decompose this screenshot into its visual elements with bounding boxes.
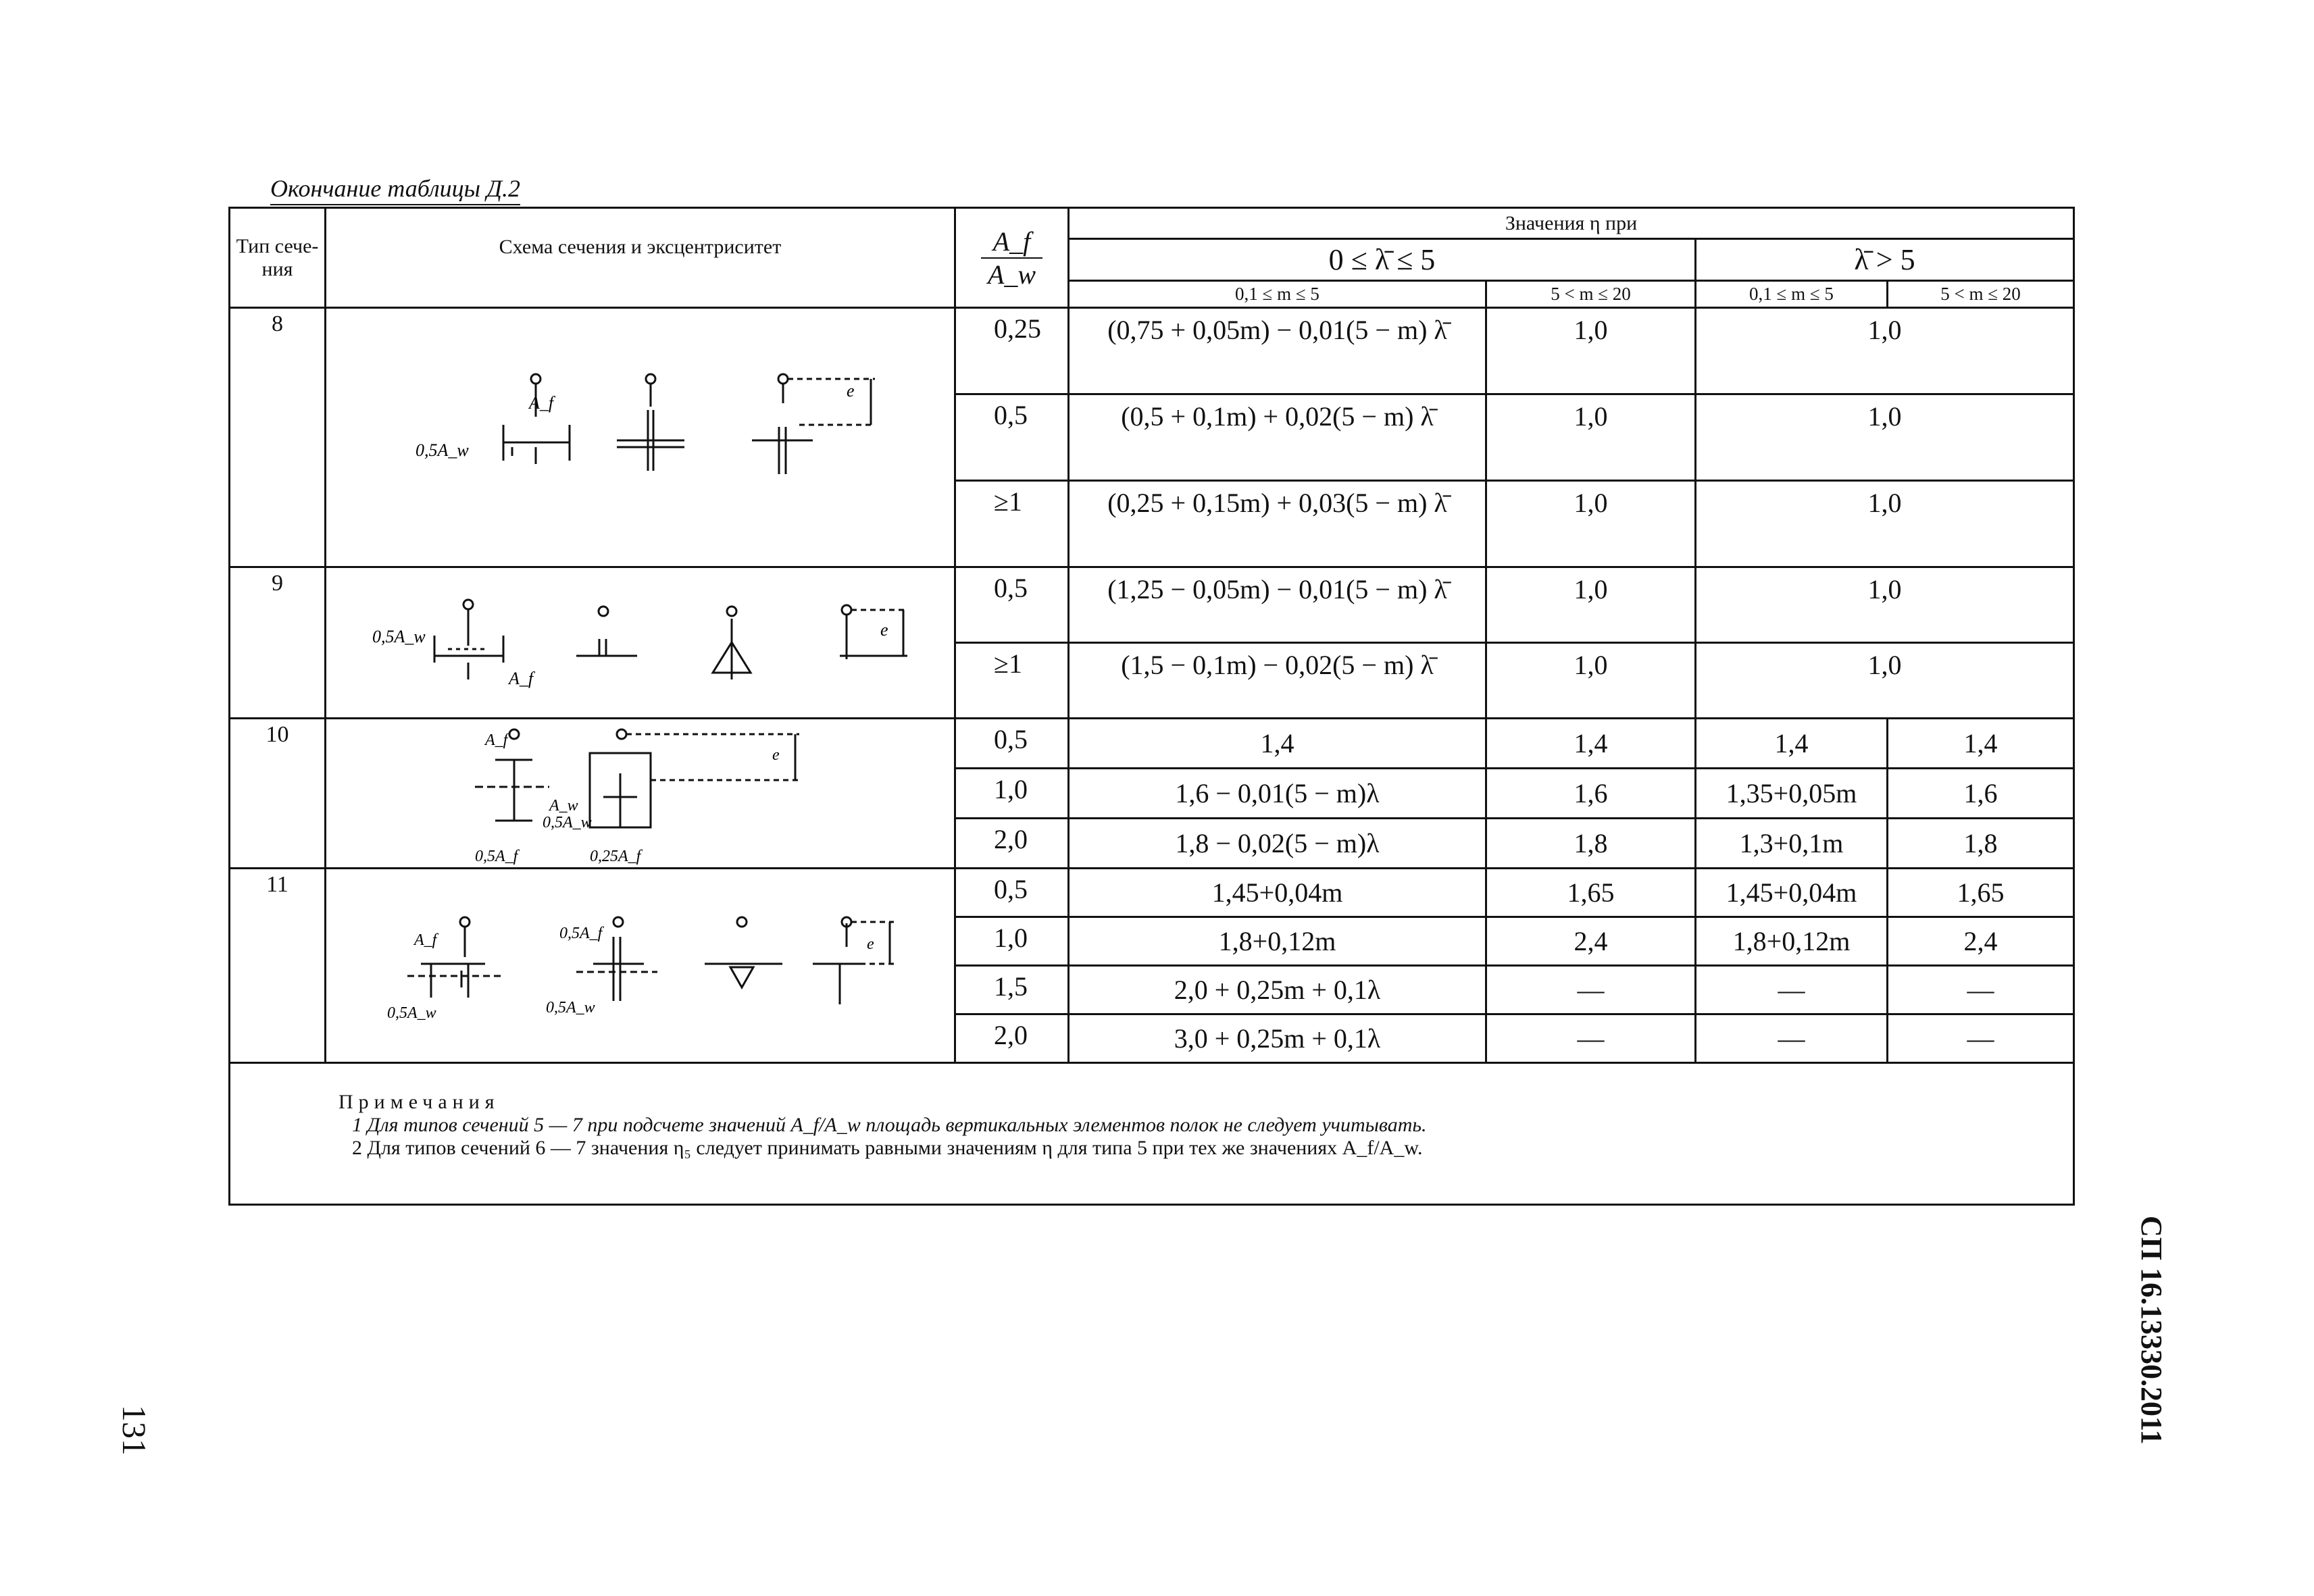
section-diagram-11 bbox=[326, 869, 955, 1064]
eta-table bbox=[228, 207, 2075, 1206]
header-range-a: 0 ≤ λ̄ ≤ 5 bbox=[1069, 239, 1696, 281]
notes-title: Примечания bbox=[338, 1091, 500, 1113]
svg-text:0,5A_w: 0,5A_w bbox=[546, 999, 595, 1016]
header-values-title: Значения η при bbox=[1069, 208, 2074, 239]
page-number: 131 bbox=[116, 1405, 153, 1456]
svg-text:e: e bbox=[867, 935, 874, 953]
svg-text:e: e bbox=[880, 620, 888, 640]
table-row: 10 A_f A_w 0,5A_w 0,5A_f 0,25A_f e 0,5 1,4 1,4 1,4 1,4 bbox=[230, 719, 2074, 769]
header-type: Тип сече- ния bbox=[230, 208, 326, 308]
header-m1: 0,1 ≤ m ≤ 5 bbox=[1069, 281, 1486, 308]
table-row: 2,0 3,0 + 0,25m + 0,1λ — — — bbox=[230, 1014, 2074, 1063]
svg-text:e: e bbox=[772, 746, 780, 764]
svg-text:A_w: A_w bbox=[549, 797, 578, 815]
schema-type-9 bbox=[326, 567, 955, 719]
schema-type-8 bbox=[326, 308, 955, 567]
header-af-aw bbox=[955, 208, 1069, 308]
table-row: ≥1 (1,5 − 0,1m) − 0,02(5 − m) λ̄ 1,0 1,0 bbox=[230, 643, 2074, 719]
svg-text:0,5A_f: 0,5A_f bbox=[559, 925, 603, 942]
table-row: 2,0 1,8 − 0,02(5 − m)λ 1,8 1,3+0,1m 1,8 bbox=[230, 819, 2074, 869]
label-aw: 0,5A_w bbox=[416, 440, 469, 460]
schema-type-10 bbox=[326, 719, 955, 869]
header-range-b: λ̄ > 5 bbox=[1696, 239, 2074, 281]
svg-text:0,5A_w: 0,5A_w bbox=[372, 627, 426, 646]
schema-type-11 bbox=[326, 869, 955, 1063]
svg-text:0,5A_w: 0,5A_w bbox=[387, 1004, 436, 1022]
svg-text:0,5A_f: 0,5A_f bbox=[475, 848, 518, 865]
table-row: 11 A_f 0,5A_f 0,5A_w 0,5A_w e 0,5 1,45+0,04m 1,65 1,45+0,04m 1,65 bbox=[230, 869, 2074, 917]
svg-text:0,5A_w: 0,5A_w bbox=[543, 814, 592, 831]
svg-text:A_f: A_f bbox=[509, 669, 534, 688]
af-aw-fraction: $\frac{A\_f}{A\_w}$ bbox=[981, 226, 1042, 290]
header-schema: Схема сечения и эксцентриситет bbox=[326, 208, 955, 308]
header-m3: 0,1 ≤ m ≤ 5 bbox=[1696, 281, 1888, 308]
table-caption: Окончание таблицы Д.2 bbox=[270, 174, 520, 205]
note-2: 2 Для типов сечений 6 — 7 значения η₅ следует принимать равными значениям η для типа 5 при тех же значениях A_f/A_w. bbox=[352, 1137, 1423, 1159]
type-cell: 8 bbox=[230, 308, 326, 567]
table-row: 1,0 1,6 − 0,01(5 − m)λ 1,6 1,35+0,05m 1,6 bbox=[230, 769, 2074, 819]
table-row: 1,5 2,0 + 0,25m + 0,1λ — — — bbox=[230, 966, 2074, 1014]
svg-text:A_f: A_f bbox=[414, 931, 437, 949]
svg-text:0,25A_f: 0,25A_f bbox=[590, 848, 641, 865]
standard-code: СП 16.13330.2011 bbox=[2135, 1216, 2168, 1445]
section-diagram-9 bbox=[326, 568, 955, 719]
notes-row bbox=[230, 1063, 2074, 1205]
header-m4: 5 < m ≤ 20 bbox=[1888, 281, 2074, 308]
table-row: 0,5 (0,5 + 0,1m) + 0,02(5 − m) λ̄ 1,0 1,0 bbox=[230, 394, 2074, 481]
notes-cell bbox=[230, 1063, 2074, 1205]
header-m2: 5 < m ≤ 20 bbox=[1486, 281, 1696, 308]
label-e: e bbox=[847, 381, 855, 401]
svg-text:A_f: A_f bbox=[485, 731, 508, 749]
section-diagram-10 bbox=[326, 719, 955, 869]
table-row: ≥1 (0,25 + 0,15m) + 0,03(5 − m) λ̄ 1,0 1,0 bbox=[230, 481, 2074, 567]
label-af: A_f bbox=[529, 393, 554, 413]
table-row: 1,0 1,8+0,12m 2,4 1,8+0,12m 2,4 bbox=[230, 917, 2074, 966]
section-diagram-8 bbox=[326, 309, 955, 565]
table-row: 8 A_f 0,5A_w e 0,25 (0,75 + 0,05m) − 0,01(5 − m) λ̄ 1,0 1,0 bbox=[230, 308, 2074, 394]
note-1: 1 Для типов сечений 5 — 7 при подсчете значений A_f/A_w площадь вертикальных элементов полок не следует учитывать. bbox=[352, 1114, 1427, 1136]
table-row: 9 0,5A_w A_f e 0,5 (1,25 − 0,05m) − 0,01(5 − m) λ̄ 1,0 1,0 bbox=[230, 567, 2074, 643]
